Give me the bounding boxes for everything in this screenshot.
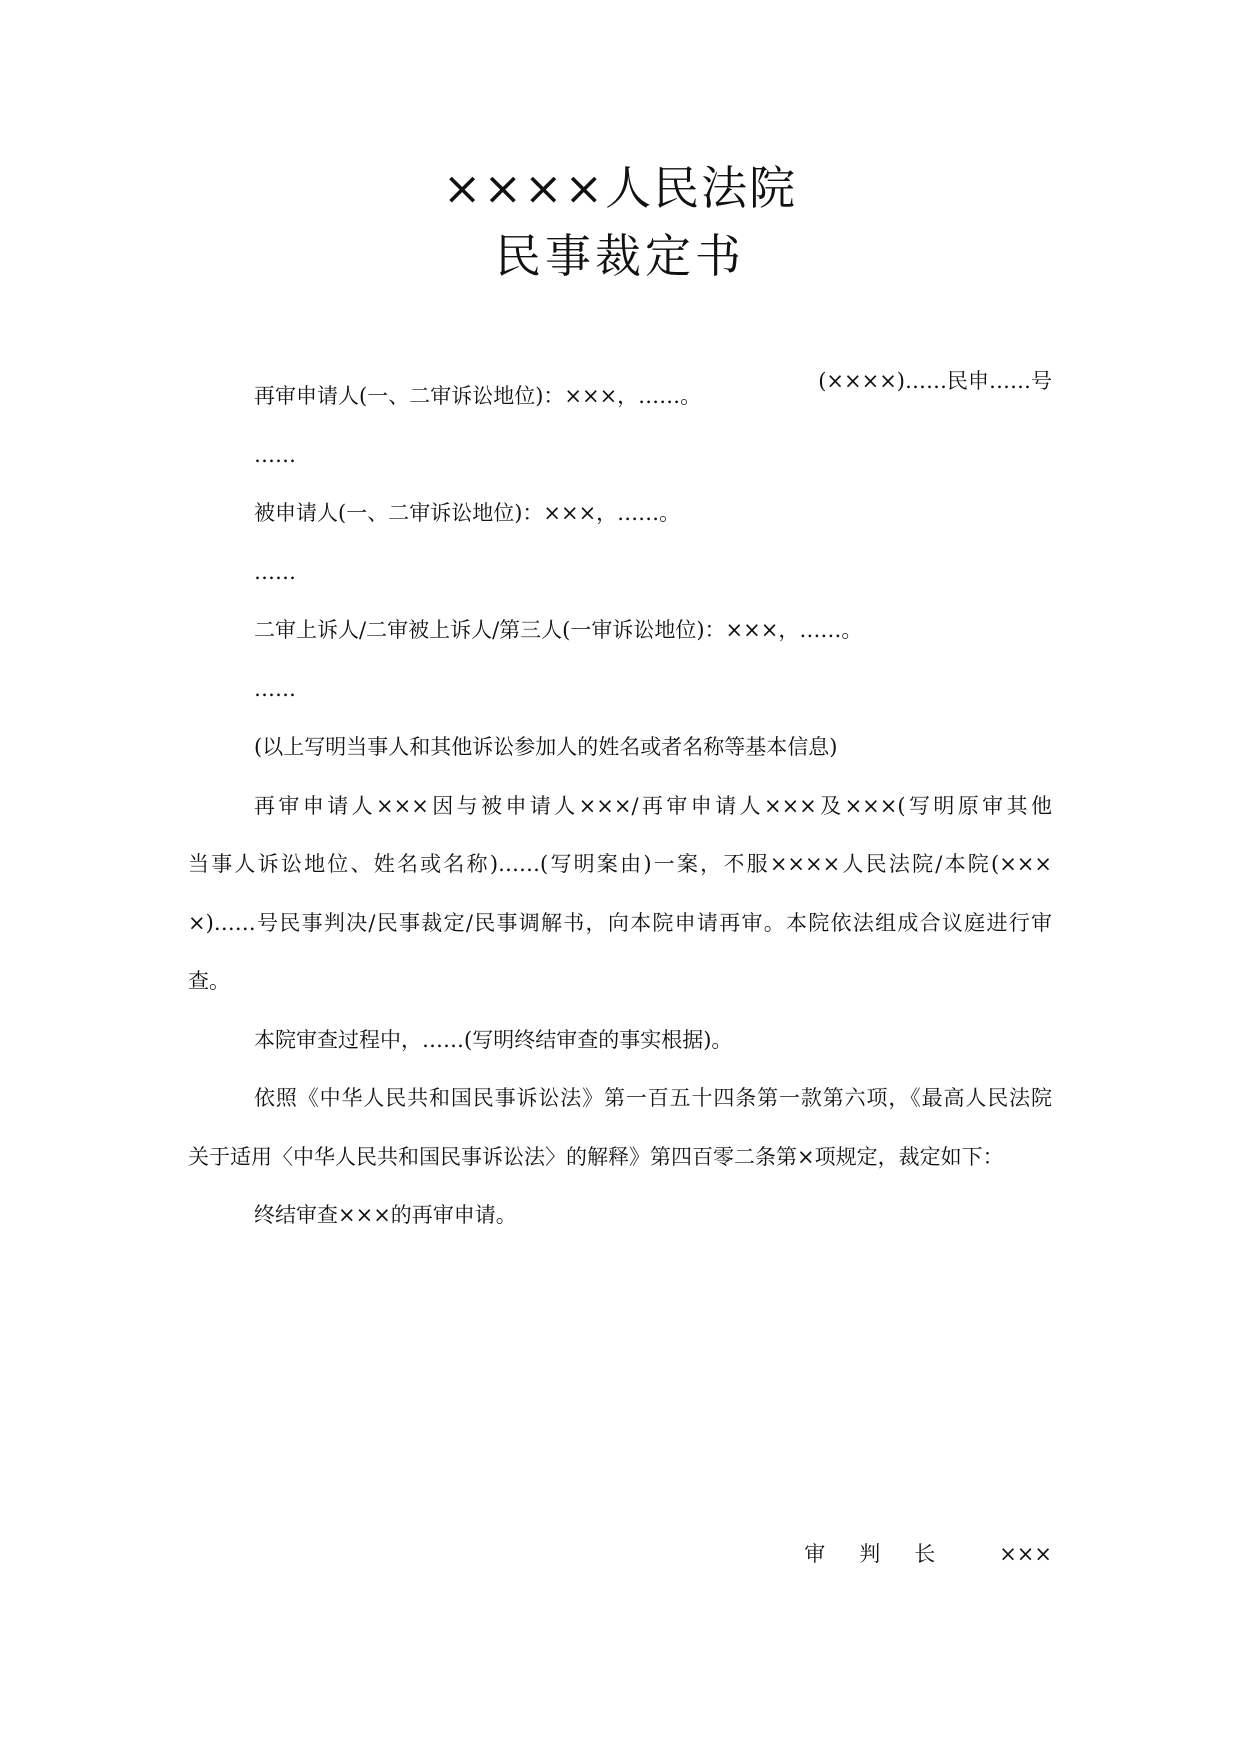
party-respondent: 被申请人(一、二审诉讼地位)：×××，……。	[254, 501, 681, 525]
ruling-text: 终结审查×××的再审申请。	[254, 1203, 517, 1227]
body-paragraph-line: 查。	[188, 969, 230, 993]
body-paragraph-line: ×)……号民事判决/民事裁定/民事调解书，向本院申请再审。本院依法组成合议庭进行审	[188, 911, 1052, 935]
party-other: 二审上诉人/二审被上诉人/第三人(一审诉讼地位)：×××，……。	[254, 618, 863, 642]
party-applicant: 再审申请人(一、二审诉讼地位)：×××，……。	[254, 384, 702, 408]
document-type-title: 民事裁定书	[495, 229, 745, 283]
party-ellipsis: ……	[254, 443, 296, 467]
signature-block	[804, 1538, 1052, 1568]
body-paragraph-line: 再审申请人×××因与被申请人×××/再审申请人×××及×××(写明原审其他	[254, 794, 1052, 818]
legal-basis-line: 依照《中华人民共和国民事诉讼法》第一百五十四条第一款第六项，《最高人民法院	[254, 1086, 1052, 1110]
court-name-title: ××××人民法院	[442, 161, 798, 215]
review-facts-paragraph: 本院审查过程中，……(写明终结审查的事实根据)。	[254, 1028, 733, 1052]
party-ellipsis: ……	[254, 560, 296, 584]
party-ellipsis: ……	[254, 677, 296, 701]
body-paragraph-line: 当事人诉讼地位、姓名或名称)……(写明案由)一案，不服××××人民法院/本院(×××	[188, 852, 1052, 876]
party-note: (以上写明当事人和其他诉讼参加人的姓名或者名称等基本信息)	[254, 735, 838, 759]
case-number: (××××)……民申……号	[818, 369, 1052, 393]
legal-basis-line: 关于适用〈中华人民共和国民事诉讼法〉的解释》第四百零二条第×项规定，裁定如下：	[188, 1145, 1004, 1169]
presiding-judge-name: ×××	[999, 1542, 1052, 1566]
presiding-judge-label: 审判长	[804, 1542, 970, 1566]
